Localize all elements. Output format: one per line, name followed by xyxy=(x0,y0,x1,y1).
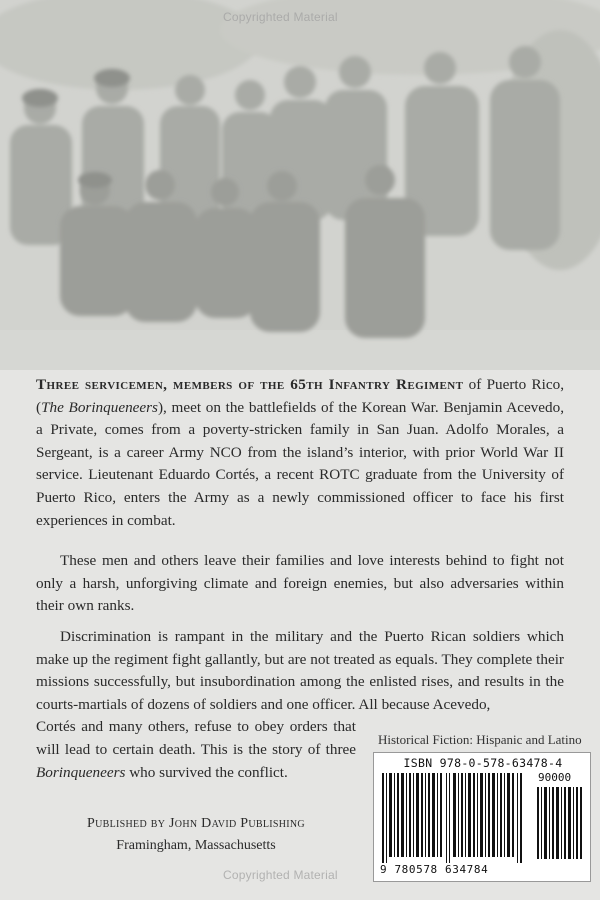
blurb-paragraph-2 xyxy=(36,550,564,618)
blurb-text: Cortés and many others, refuse to obey orders that will lead to certain death. This is the story of three xyxy=(36,718,356,758)
regiment-name: The Borinqueneers xyxy=(41,398,158,416)
blurb-text: who survived the conflict. xyxy=(125,763,288,781)
isbn-barcode xyxy=(373,752,591,882)
price-code: 90000 xyxy=(538,771,572,784)
blurb-text: ), meet on the battlefields of the Korean War. Benjamin Acevedo, a Private, comes from a poverty-stricken family in San Juan. Adolfo Morales, a Sergeant, is a career Army NCO from the island’s interior, with prior World War II service. Lieutenant Eduardo Cortés, a recent ROTC graduate from the University of Puerto Rico, enters the Army as a newly commissioned officer to face his first experiences in combat. xyxy=(36,398,564,529)
blurb-text: of Puerto Rico, ( xyxy=(36,376,564,416)
watermark: Copyrighted Material xyxy=(223,868,338,882)
soldiers-photo-illustration xyxy=(0,0,600,370)
cover-photo xyxy=(0,0,600,370)
ean-digits: 9 780578 634784 xyxy=(380,863,489,876)
blurb-lead: Three servicemen, members of the 65th Infantry Regiment xyxy=(36,376,464,393)
regiment-name: Borinqueneers xyxy=(36,763,126,781)
genre-label: Historical Fiction: Hispanic and Latino xyxy=(378,732,582,747)
barcode-bars xyxy=(380,773,530,863)
isbn-label: ISBN 978-0-578-63478-4 xyxy=(403,756,563,770)
watermark: Copyrighted Material xyxy=(223,10,338,24)
price-barcode-bars xyxy=(536,787,584,859)
blurb-text: These men and others leave their families and love interests behind to fight not only a harsh, unforgiving climate and foreign enemies, but also adversaries within their own ranks. xyxy=(36,552,564,615)
blurb-paragraph-1 xyxy=(36,374,564,532)
blurb-text: Discrimination is rampant in the military and the Puerto Rican soldiers which make up the regiment fight gallantly, but are not treated as equals. They complete their missions successfully, but insubordination among the enlisted rises, and results in the courts-martials of dozens of soldiers and one officer. All because Acevedo, xyxy=(36,628,564,713)
publisher-location: Framingham, Massachusetts xyxy=(116,838,276,853)
publisher-name: Published by John David Publishing xyxy=(87,816,305,831)
publisher-block xyxy=(80,813,312,857)
